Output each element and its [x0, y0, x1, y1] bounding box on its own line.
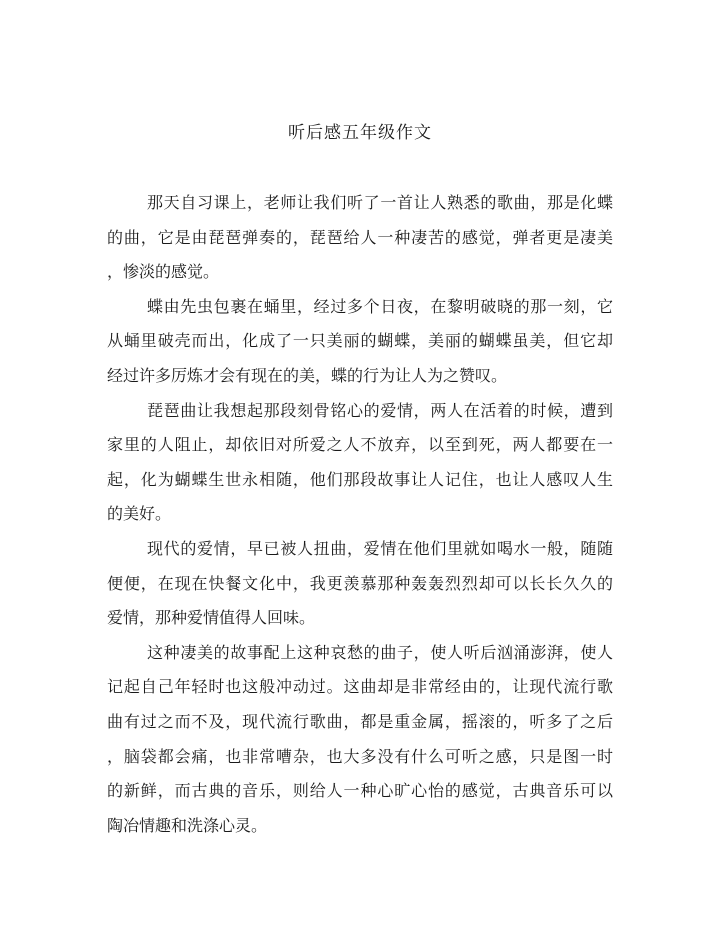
paragraph-line: 琵琶曲让我想起那段刻骨铭心的爱情，两人在活着的时候，遭到: [147, 400, 613, 420]
paragraph: [107, 290, 613, 394]
paragraph-line: 那天自习课上，老师让我们听了一首让人熟悉的歌曲，那是化蝶: [147, 193, 613, 212]
paragraph-line: 便便，在现在快餐文化中，我更羡慕那种轰轰烈烈却可以长长久久的: [107, 573, 613, 593]
paragraph-line: 蝶由先虫包裹在蛹里，经过多个日夜，在黎明破晓的那一刻，它: [147, 296, 613, 316]
paragraph-line: 起，化为蝴蝶生世永相随，他们那段故事让人记住，也让人感叹人生: [107, 469, 613, 489]
paragraph-line: 从蛹里破壳而出，化成了一只美丽的蝴蝶，美丽的蝴蝶虽美，但它却: [107, 331, 613, 351]
paragraph-line: 曲有过之而不及，现代流行歌曲，都是重金属，摇滚的，听多了之后: [107, 711, 613, 731]
paragraph: [107, 186, 613, 290]
paragraph-line: ，惨淡的感觉。: [107, 262, 220, 282]
paragraph-line: 这种凄美的故事配上这种哀愁的曲子，使人听后汹涌澎湃，使人: [147, 642, 613, 662]
paragraph-line: 现代的爱情，早已被人扭曲，爱情在他们里就如喝水一般，随随: [147, 538, 613, 558]
paragraph-line: 经过许多厉炼才会有现在的美，蝶的行为让人为之赞叹。: [107, 365, 508, 385]
paragraph: [107, 394, 613, 532]
document-title: 听后感五年级作文: [288, 123, 432, 143]
paragraph-line: 爱情，那种爱情值得人回味。: [107, 608, 316, 628]
paragraph: [107, 532, 613, 636]
paragraph-line: 家里的人阻止，却依旧对所爱之人不放弃，以至到死，两人都要在一: [107, 435, 613, 455]
paragraph-line: 陶冶情趣和洗涤心灵。: [107, 815, 268, 835]
paragraph-line: 记起自己年轻时也这般冲动过。这曲却是非常经由的，让现代流行歌: [107, 677, 613, 697]
document-body: [107, 186, 613, 843]
paragraph-line: 的美好。: [107, 504, 172, 524]
paragraph-line: ，脑袋都会痛，也非常嘈杂，也大多没有什么可听之感，只是图一时: [107, 746, 613, 766]
paragraph-line: 的新鲜，而古典的音乐，则给人一种心旷心怡的感觉，古典音乐可以: [107, 781, 613, 801]
paragraph-line: 的曲，它是由琵琶弹奏的，琵琶给人一种凄苦的感觉，弹者更是凄美: [107, 227, 613, 247]
paragraph: [107, 636, 613, 844]
